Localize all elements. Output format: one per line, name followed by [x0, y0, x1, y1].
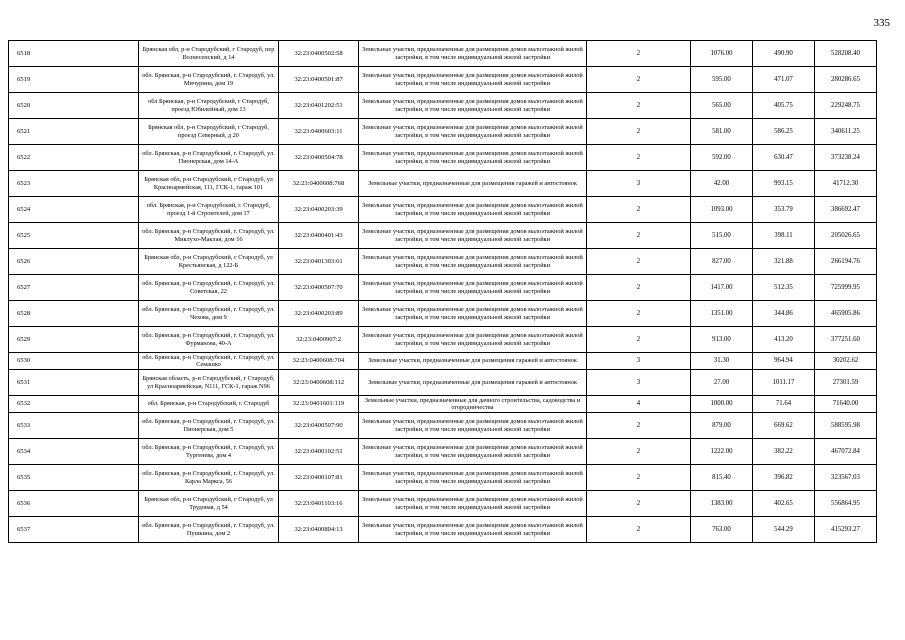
land-use-cell: Земельные участки, предназначенные для размещения домов малоэтажной жилой застройки, в том числе индивидуальной жилой застройки [359, 465, 587, 491]
cadastral-value-cell: 725999.95 [815, 275, 877, 301]
group-cell: 2 [587, 223, 691, 249]
cadastral-value-cell: 377251.60 [815, 327, 877, 353]
area-cell: 42.00 [691, 171, 753, 197]
specific-value-cell: 344.86 [753, 301, 815, 327]
table-row [9, 145, 877, 171]
specific-value-cell: 586.25 [753, 119, 815, 145]
address-cell: Брянская область, р-н Стародубский, г Стародуб, ул Красноармейская, N111, ГСК-1, гараж N96 [139, 370, 279, 396]
specific-value-cell: 405.75 [753, 93, 815, 119]
table-row [9, 275, 877, 301]
cadastral-number-cell: 32:23:0400507:70 [279, 275, 359, 301]
table-row [9, 491, 877, 517]
address-cell: Брянская обл, р-н Стародубский, г Стародуб, пер Вознесенский, д 14 [139, 41, 279, 67]
group-cell: 2 [587, 517, 691, 543]
row-number-cell: 6528 [9, 301, 139, 327]
cadastral-number-cell: 32:23:0401202:51 [279, 93, 359, 119]
address-cell: Брянская обл, р-н Стародубский, г Стародуб, ул Красноармейская, 111, ГСК-1, гараж 101 [139, 171, 279, 197]
specific-value-cell: 964.94 [753, 353, 815, 370]
land-registry-table [8, 40, 877, 543]
cadastral-value-cell: 556864.95 [815, 491, 877, 517]
row-number-cell: 6520 [9, 93, 139, 119]
cadastral-number-cell: 32:23:0400507:90 [279, 413, 359, 439]
area-cell: 595.00 [691, 67, 753, 93]
cadastral-value-cell: 467072.84 [815, 439, 877, 465]
cadastral-number-cell: 32:23:0400608:768 [279, 171, 359, 197]
cadastral-value-cell: 386692.47 [815, 197, 877, 223]
area-cell: 515.00 [691, 223, 753, 249]
area-cell: 827.00 [691, 249, 753, 275]
group-cell: 2 [587, 249, 691, 275]
group-cell: 2 [587, 275, 691, 301]
specific-value-cell: 396.82 [753, 465, 815, 491]
table-row [9, 197, 877, 223]
group-cell: 3 [587, 353, 691, 370]
row-number-cell: 6525 [9, 223, 139, 249]
land-use-cell: Земельные участки, предназначенные для размещения домов малоэтажной жилой застройки, в том числе индивидуальной жилой застройки [359, 275, 587, 301]
table-body [9, 41, 877, 543]
address-cell: обл. Брянская, р-н Стародубский, г. Стародуб [139, 396, 279, 413]
group-cell: 3 [587, 370, 691, 396]
address-cell: обл. Брянская, р-н Стародубский, г. Стародуб, ул. Пионерская, дом 14-А [139, 145, 279, 171]
row-number-cell: 6524 [9, 197, 139, 223]
cadastral-number-cell: 32:23:0401303:61 [279, 249, 359, 275]
address-cell: Брянская обл, р-н Стародубский, г Стародуб, ул Крестьянская, д 122-Б [139, 249, 279, 275]
table-row [9, 396, 877, 413]
area-cell: 1000.00 [691, 396, 753, 413]
land-use-cell: Земельные участки, предназначенные для размещения домов малоэтажной жилой застройки, в том числе индивидуальной жилой застройки [359, 93, 587, 119]
address-cell: Брянская обл, р-н Стародубский, г Стародуб, проезд Северный, д 20 [139, 119, 279, 145]
group-cell: 2 [587, 93, 691, 119]
area-cell: 913.00 [691, 327, 753, 353]
specific-value-cell: 71.64 [753, 396, 815, 413]
land-use-cell: Земельные участки, предназначенные для размещения домов малоэтажной жилой застройки, в том числе индивидуальной жилой застройки [359, 197, 587, 223]
table-row [9, 465, 877, 491]
cadastral-value-cell: 229248.75 [815, 93, 877, 119]
cadastral-value-cell: 205026.65 [815, 223, 877, 249]
row-number-cell: 6535 [9, 465, 139, 491]
specific-value-cell: 669.62 [753, 413, 815, 439]
table-row [9, 327, 877, 353]
group-cell: 2 [587, 327, 691, 353]
address-cell: обл. Брянская, р-н Стародубский, г. Стародуб, ул. Пионерская, дом 5 [139, 413, 279, 439]
specific-value-cell: 490.90 [753, 41, 815, 67]
area-cell: 1417.00 [691, 275, 753, 301]
table-row [9, 517, 877, 543]
cadastral-value-cell: 415293.27 [815, 517, 877, 543]
cadastral-value-cell: 373238.24 [815, 145, 877, 171]
row-number-cell: 6536 [9, 491, 139, 517]
table-row [9, 93, 877, 119]
area-cell: 581.00 [691, 119, 753, 145]
land-use-cell: Земельные участки, предназначенные для размещения домов малоэтажной жилой застройки, в том числе индивидуальной жилой застройки [359, 439, 587, 465]
address-cell: обл. Брянская, р-н Стародубский, г. Стародуб, ул. Фурманова, 40-А [139, 327, 279, 353]
land-use-cell: Земельные участки, предназначенные для размещения домов малоэтажной жилой застройки, в том числе индивидуальной жилой застройки [359, 491, 587, 517]
area-cell: 815.40 [691, 465, 753, 491]
table-row [9, 301, 877, 327]
land-use-cell: Земельные участки, предназначенные для размещения домов малоэтажной жилой застройки, в том числе индивидуальной жилой застройки [359, 145, 587, 171]
group-cell: 4 [587, 396, 691, 413]
specific-value-cell: 993.15 [753, 171, 815, 197]
cadastral-number-cell: 32:23:0400102:51 [279, 439, 359, 465]
cadastral-number-cell: 32:23:0400203:39 [279, 197, 359, 223]
address-cell: обл. Брянская, р-н Стародубский, г. Стародуб, проезд 1-й Строителей, дом 17 [139, 197, 279, 223]
area-cell: 27.00 [691, 370, 753, 396]
address-cell: обл. Брянская, р-н Стародубский, г. Стародуб, ул. Мичурина, дом 19 [139, 67, 279, 93]
table-row [9, 223, 877, 249]
land-use-cell: Земельные участки, предназначенные для дачного строительства, садоводства и огородничества [359, 396, 587, 413]
address-cell: обл. Брянская, р-н Стародубский, г. Стародуб, ул. Семашко [139, 353, 279, 370]
area-cell: 879.00 [691, 413, 753, 439]
address-cell: Брянская обл, р-н Стародубский, г Стародуб, ул Трудовая, д 54 [139, 491, 279, 517]
cadastral-number-cell: 32:23:0400401:43 [279, 223, 359, 249]
address-cell: обл. Брянская, р-н Стародубский, г. Стародуб, ул. Тургенева, дом 4 [139, 439, 279, 465]
area-cell: 1222.00 [691, 439, 753, 465]
area-cell: 1351.00 [691, 301, 753, 327]
group-cell: 2 [587, 145, 691, 171]
specific-value-cell: 471.07 [753, 67, 815, 93]
group-cell: 3 [587, 171, 691, 197]
cadastral-value-cell: 71640.00 [815, 396, 877, 413]
address-cell: обл. Брянская, р-н Стародубский, г. Стародуб, ул. Пушкина, дом 2 [139, 517, 279, 543]
cadastral-number-cell: 32:23:0400107:81 [279, 465, 359, 491]
row-number-cell: 6532 [9, 396, 139, 413]
land-use-cell: Земельные участки, предназначенные для размещения гаражей и автостоянок [359, 353, 587, 370]
table-row [9, 67, 877, 93]
specific-value-cell: 382.22 [753, 439, 815, 465]
cadastral-number-cell: 32:23:0400608:112 [279, 370, 359, 396]
group-cell: 2 [587, 67, 691, 93]
land-use-cell: Земельные участки, предназначенные для размещения домов малоэтажной жилой застройки, в том числе индивидуальной жилой застройки [359, 119, 587, 145]
specific-value-cell: 398.11 [753, 223, 815, 249]
group-cell: 2 [587, 197, 691, 223]
land-use-cell: Земельные участки, предназначенные для размещения домов малоэтажной жилой застройки, в том числе индивидуальной жилой застройки [359, 223, 587, 249]
land-use-cell: Земельные участки, предназначенные для размещения домов малоэтажной жилой застройки, в том числе индивидуальной жилой застройки [359, 517, 587, 543]
specific-value-cell: 512.35 [753, 275, 815, 301]
table-row [9, 249, 877, 275]
row-number-cell: 6521 [9, 119, 139, 145]
row-number-cell: 6523 [9, 171, 139, 197]
cadastral-number-cell: 32:23:0400502:58 [279, 41, 359, 67]
cadastral-number-cell: 32:23:0401103:16 [279, 491, 359, 517]
cadastral-value-cell: 528208.40 [815, 41, 877, 67]
address-cell: обл. Брянская, р-н Стародубский, г. Стародуб, ул. Советская, 22 [139, 275, 279, 301]
group-cell: 2 [587, 491, 691, 517]
cadastral-number-cell: 32:23:0400804:13 [279, 517, 359, 543]
land-use-cell: Земельные участки, предназначенные для размещения домов малоэтажной жилой застройки, в том числе индивидуальной жилой застройки [359, 41, 587, 67]
group-cell: 2 [587, 119, 691, 145]
row-number-cell: 6534 [9, 439, 139, 465]
area-cell: 565.00 [691, 93, 753, 119]
row-number-cell: 6533 [9, 413, 139, 439]
group-cell: 2 [587, 301, 691, 327]
address-cell: обл. Брянская, р-н Стародубский, г. Стародуб, ул. Миклухо-Маклая, дом 16 [139, 223, 279, 249]
row-number-cell: 6522 [9, 145, 139, 171]
cadastral-value-cell: 280286.65 [815, 67, 877, 93]
address-cell: обл. Брянская, р-н Стародубский, г. Стародуб, ул. Чехова, дом 9 [139, 301, 279, 327]
cadastral-number-cell: 32:23:0400603:11 [279, 119, 359, 145]
cadastral-value-cell: 41712.30 [815, 171, 877, 197]
land-use-cell: Земельные участки, предназначенные для размещения гаражей и автостоянок [359, 370, 587, 396]
row-number-cell: 6519 [9, 67, 139, 93]
area-cell: 592.00 [691, 145, 753, 171]
table-row [9, 353, 877, 370]
cadastral-number-cell: 32:23:0400504:78 [279, 145, 359, 171]
area-cell: 1076.00 [691, 41, 753, 67]
row-number-cell: 6529 [9, 327, 139, 353]
specific-value-cell: 544.29 [753, 517, 815, 543]
area-cell: 31.30 [691, 353, 753, 370]
specific-value-cell: 353.79 [753, 197, 815, 223]
cadastral-value-cell: 30202.62 [815, 353, 877, 370]
table-row [9, 119, 877, 145]
address-cell: обл Брянская, р-н Стародубский, г Стародуб, проезд Юбилейный, дом 13 [139, 93, 279, 119]
area-cell: 763.00 [691, 517, 753, 543]
table-row [9, 413, 877, 439]
group-cell: 2 [587, 41, 691, 67]
cadastral-number-cell: 32:23:0400907:2 [279, 327, 359, 353]
land-use-cell: Земельные участки, предназначенные для размещения гаражей и автостоянок [359, 171, 587, 197]
table-row [9, 41, 877, 67]
address-cell: обл. Брянская, р-н Стародубский, г. Стародуб, ул. Карла Маркса, 56 [139, 465, 279, 491]
specific-value-cell: 402.65 [753, 491, 815, 517]
cadastral-value-cell: 588595.98 [815, 413, 877, 439]
specific-value-cell: 630.47 [753, 145, 815, 171]
cadastral-value-cell: 340611.25 [815, 119, 877, 145]
land-use-cell: Земельные участки, предназначенные для размещения домов малоэтажной жилой застройки, в том числе индивидуальной жилой застройки [359, 249, 587, 275]
cadastral-value-cell: 465905.86 [815, 301, 877, 327]
cadastral-number-cell: 32:23:0401601:119 [279, 396, 359, 413]
area-cell: 1383.00 [691, 491, 753, 517]
row-number-cell: 6530 [9, 353, 139, 370]
cadastral-number-cell: 32:23:0400608:704 [279, 353, 359, 370]
area-cell: 1093.00 [691, 197, 753, 223]
table-row [9, 171, 877, 197]
specific-value-cell: 413.20 [753, 327, 815, 353]
specific-value-cell: 321.88 [753, 249, 815, 275]
row-number-cell: 6537 [9, 517, 139, 543]
land-use-cell: Земельные участки, предназначенные для размещения домов малоэтажной жилой застройки, в том числе индивидуальной жилой застройки [359, 327, 587, 353]
land-use-cell: Земельные участки, предназначенные для размещения домов малоэтажной жилой застройки, в том числе индивидуальной жилой застройки [359, 413, 587, 439]
group-cell: 2 [587, 465, 691, 491]
row-number-cell: 6526 [9, 249, 139, 275]
group-cell: 2 [587, 439, 691, 465]
row-number-cell: 6527 [9, 275, 139, 301]
table-row [9, 439, 877, 465]
cadastral-value-cell: 266194.76 [815, 249, 877, 275]
cadastral-value-cell: 323567.03 [815, 465, 877, 491]
specific-value-cell: 1011.17 [753, 370, 815, 396]
cadastral-number-cell: 32:23:0400501:87 [279, 67, 359, 93]
group-cell: 2 [587, 413, 691, 439]
land-use-cell: Земельные участки, предназначенные для размещения домов малоэтажной жилой застройки, в том числе индивидуальной жилой застройки [359, 67, 587, 93]
row-number-cell: 6518 [9, 41, 139, 67]
cadastral-value-cell: 27301.59 [815, 370, 877, 396]
page-number: 335 [873, 17, 890, 29]
land-use-cell: Земельные участки, предназначенные для размещения домов малоэтажной жилой застройки, в том числе индивидуальной жилой застройки [359, 301, 587, 327]
table-row [9, 370, 877, 396]
row-number-cell: 6531 [9, 370, 139, 396]
cadastral-number-cell: 32:23:0400203:89 [279, 301, 359, 327]
